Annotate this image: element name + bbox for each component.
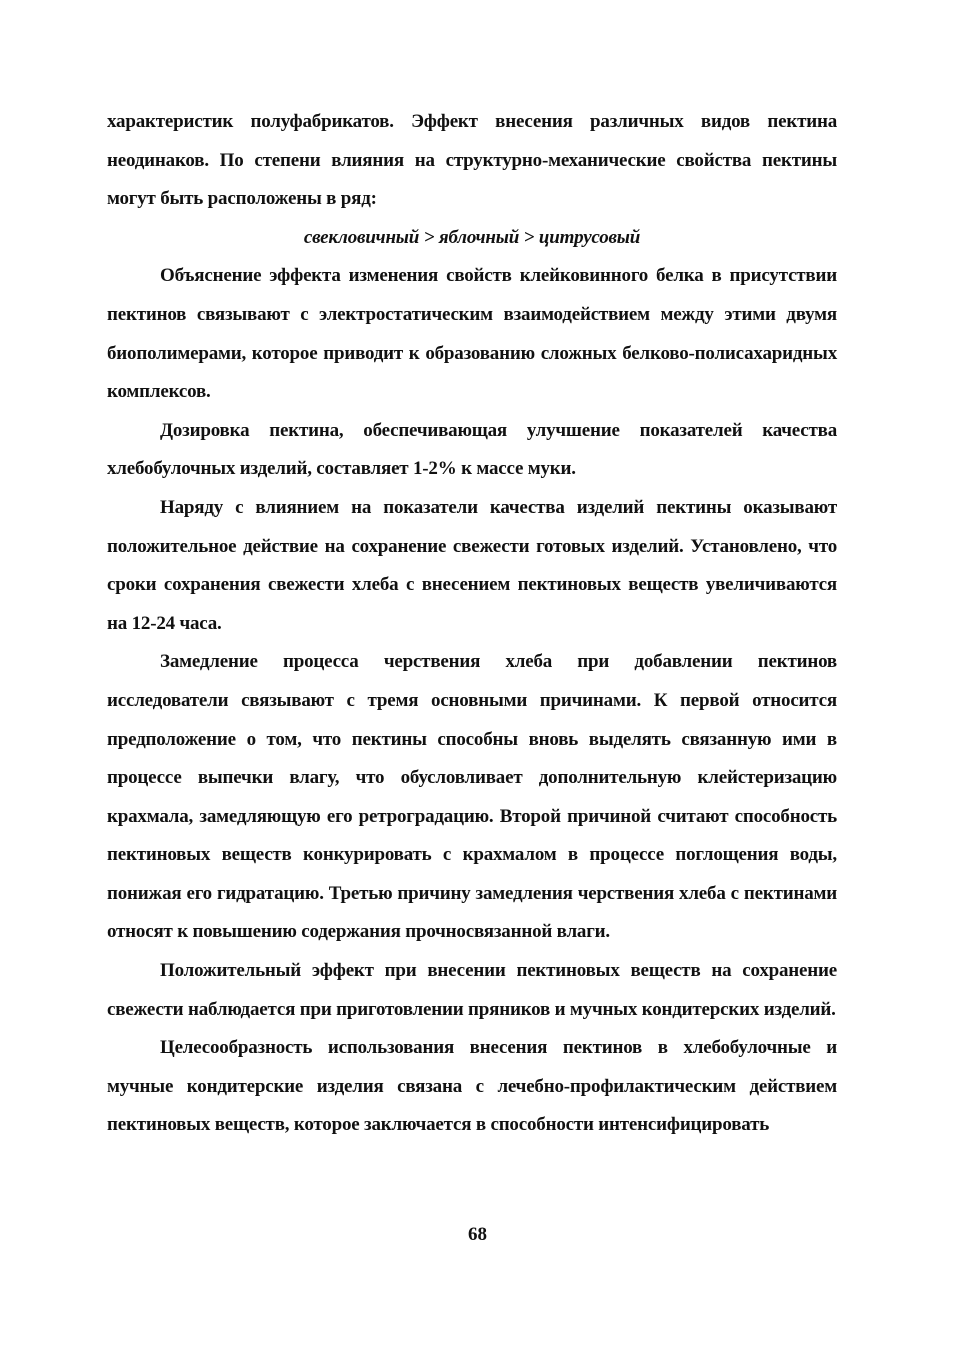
paragraph-3: Дозировка пектина, обеспечивающая улучшение показателей качества хлебобулочных изделий, составляет 1-2% к массе муки. [107,419,837,480]
paragraph-4: Наряду с влиянием на показатели качества изделий пектины оказывают положительное действие на сохранение свежести готовых изделий. Установлено, что сроки сохранения свежести хлеба с внесением пектиновых веществ увеличиваются на 12-24 часа. [107,496,837,634]
paragraph-5: Замедление процесса черствения хлеба при добавлении пектинов исследователи связывают с тремя основными причинами. К первой относится предположение о том, что пектины способны вновь выделять связанную ими в процессе выпечки влагу, что обусловливает дополнительную клейстеризацию крахмала, замедляющую его ретроградацию. Второй причиной считают способность пектиновых веществ конкурировать с крахмалом в процессе поглощения воды, понижая его гидратацию. Третью причину замедления черствения хлеба с пектинами относят к повышению содержания прочносвязанной влаги. [107,651,837,943]
body-text [107,103,837,1145]
paragraph-6: Положительный эффект при внесении пектиновых веществ на сохранение свежести наблюдается при приготовлении пряников и мучных кондитерских изделий. [107,960,837,1020]
page-number: 68 [468,1224,487,1245]
pectin-ranking-formula: свекловичный > яблочный > цитрусовый [303,226,641,248]
paragraph-7: Целесообразность использования внесения пектинов в хлебобулочные и мучные кондитерские изделия связана с лечебно-профилактическим действием пектиновых веществ, которое заключается в способности интенсифицировать [107,1037,837,1136]
paragraph-1: характеристик полуфабрикатов. Эффект внесения различных видов пектина неодинаков. По степени влияния на структурно-механические свойства пектины могут быть расположены в ряд: [107,111,837,210]
paragraph-2: Объяснение эффекта изменения свойств клейковинного белка в присутствии пектинов связывают с электростатическим взаимодействием между этими двумя биополимерами, которое приводит к образованию сложных белково-полисахаридных комплексов. [107,265,837,403]
